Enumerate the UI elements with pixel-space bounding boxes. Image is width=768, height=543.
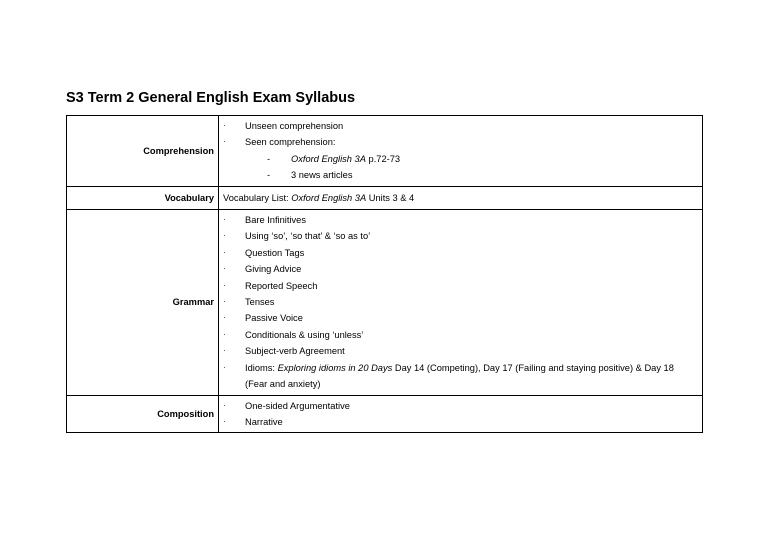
list-item: [223, 261, 698, 277]
list-item-text: Conditionals & using ‘unless’: [245, 329, 364, 340]
composition-list: [223, 398, 698, 431]
bullet-icon: ·: [223, 362, 226, 372]
list-item-text: Seen comprehension:: [245, 137, 336, 148]
table-row-vocabulary: [67, 186, 703, 209]
list-item: [223, 398, 698, 414]
sub-list-item-text: p.72-73: [365, 153, 401, 164]
vocabulary-suffix: Units 3 & 4: [366, 192, 415, 203]
book-title: Oxford English 3A: [291, 192, 367, 203]
bullet-icon: ·: [223, 400, 226, 410]
idioms-prefix: Idioms:: [245, 362, 278, 373]
list-item-text: Tenses: [245, 297, 275, 308]
row-content-comprehension: [219, 116, 703, 187]
list-item-text: Giving Advice: [245, 264, 302, 275]
list-item: [223, 228, 698, 244]
bullet-icon: ·: [223, 247, 226, 257]
bullet-icon: ·: [223, 280, 226, 290]
list-item-text: Passive Voice: [245, 313, 303, 324]
list-item: [223, 414, 698, 430]
bullet-icon: ·: [223, 329, 226, 339]
list-item: [223, 294, 698, 310]
page-title: S3 Term 2 General English Exam Syllabus: [66, 90, 356, 106]
list-item-text: Unseen comprehension: [245, 121, 344, 131]
comprehension-list: [223, 118, 698, 184]
list-item: [223, 343, 698, 359]
idioms-suffix: Day 14 (Competing), Day 17 (Failing and staying positive) & Day 18 (Fear and anxiety): [245, 362, 674, 390]
sub-list-item: [245, 167, 698, 183]
dash-icon: -: [267, 170, 271, 181]
bullet-icon: ·: [223, 346, 226, 356]
list-item-text: Narrative: [245, 416, 283, 427]
list-item: [223, 118, 698, 134]
list-item-text: Using ‘so’, ‘so that’ & ‘so as to’: [245, 231, 371, 242]
list-item-idioms: [223, 360, 698, 393]
table-row-grammar: [67, 210, 703, 395]
list-item-text: Reported Speech: [245, 280, 318, 291]
row-content-grammar: [219, 210, 703, 395]
bullet-icon: ·: [223, 264, 226, 274]
table-row-comprehension: [67, 116, 703, 187]
book-title: Oxford English 3A: [291, 153, 366, 164]
row-label-grammar: Grammar: [67, 210, 219, 395]
sub-list-item: [245, 151, 698, 167]
row-label-comprehension: Comprehension: [67, 116, 219, 187]
list-item: [223, 212, 698, 228]
row-label-vocabulary: Vocabulary: [67, 186, 219, 209]
bullet-icon: ·: [223, 121, 226, 130]
table-row-composition: [67, 395, 703, 433]
dash-icon: -: [267, 153, 271, 164]
book-title: Exploring idioms in 20 Days: [277, 362, 393, 373]
grammar-list: [223, 212, 698, 392]
sub-list-item-text: 3 news articles: [291, 170, 353, 181]
bullet-icon: ·: [223, 416, 226, 426]
list-item-text: One-sided Argumentative: [245, 400, 350, 411]
row-content-vocabulary: [219, 186, 703, 209]
list-item-text: Question Tags: [245, 247, 305, 258]
list-item: [223, 134, 698, 183]
bullet-icon: ·: [223, 137, 226, 147]
comprehension-sublist: [245, 151, 698, 184]
row-label-composition: Composition: [67, 395, 219, 433]
vocabulary-prefix: Vocabulary List:: [223, 192, 292, 203]
list-item: [223, 245, 698, 261]
bullet-icon: ·: [223, 215, 226, 225]
bullet-icon: ·: [223, 313, 226, 323]
list-item: [223, 327, 698, 343]
list-item: [223, 278, 698, 294]
bullet-icon: ·: [223, 231, 226, 241]
list-item: [223, 310, 698, 326]
row-content-composition: [219, 395, 703, 433]
list-item-text: Subject-verb Agreement: [245, 346, 345, 357]
syllabus-table: [66, 115, 703, 433]
bullet-icon: ·: [223, 297, 226, 307]
list-item-text: Bare Infinitives: [245, 215, 306, 226]
